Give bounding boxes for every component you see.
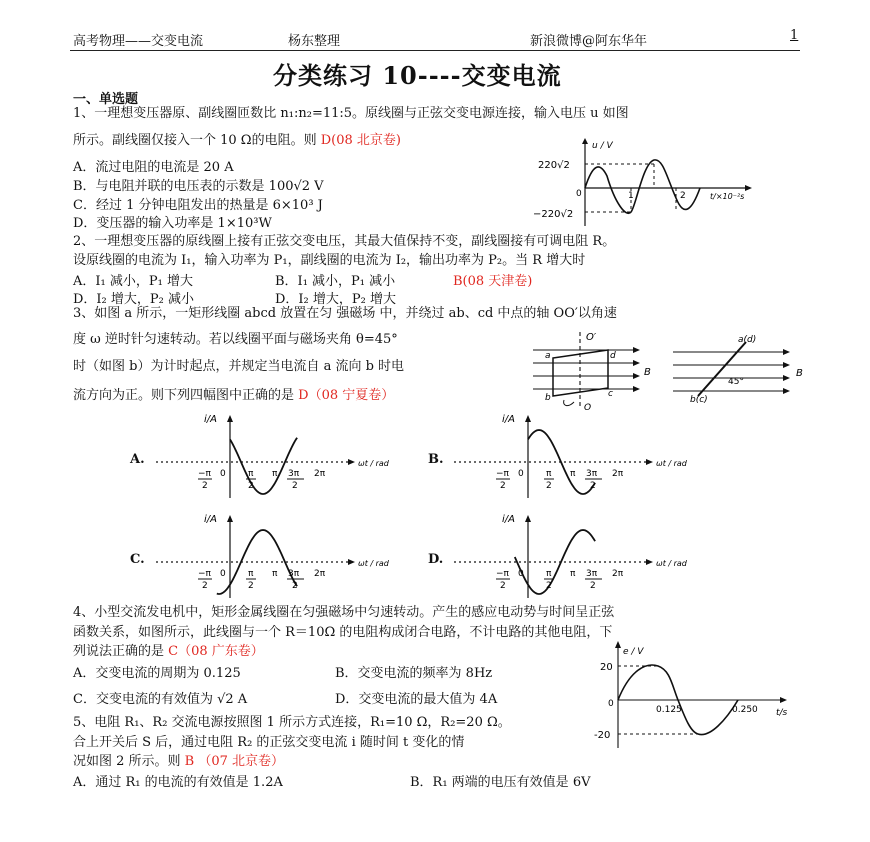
q5-option-b: B．R₁ 两端的电压有效值是 6V xyxy=(410,775,591,790)
q4-option-b: B．交变电流的频率为 8Hz xyxy=(335,666,493,681)
q3-fig-a-label-o: O xyxy=(584,403,592,413)
q1-answer: D(08 北京卷) xyxy=(320,133,401,148)
q1-graph-xlabel: t/×10⁻²s xyxy=(710,192,745,201)
q3-answer: D（08 宁夏卷） xyxy=(298,388,395,403)
q3-fig-a-label-d: d xyxy=(610,351,616,361)
q4-graph-xlabel: t/s xyxy=(776,708,788,718)
q4-graph-ymax: 20 xyxy=(600,662,613,673)
tick-neg-pi-2-num: −π xyxy=(496,469,509,479)
tick-3pi-2-den: 2 xyxy=(590,481,596,491)
tick-pi: π xyxy=(570,469,576,479)
x-axis-arrow xyxy=(348,459,355,465)
y-axis-arrow xyxy=(525,415,531,422)
q1-line2 xyxy=(73,131,401,150)
graph-xlabel: ωt / rad xyxy=(656,559,687,568)
page-number: 1 xyxy=(790,28,799,43)
q4-answer: C（08 广东卷） xyxy=(168,644,264,659)
q3-graph-c-letter: C. xyxy=(130,552,145,567)
q2-answer: B(08 天津卷) xyxy=(453,274,533,289)
tick-2pi: 2π xyxy=(612,569,624,579)
q4-graph-ymin: -20 xyxy=(594,730,611,741)
graph-xlabel: ωt / rad xyxy=(358,559,389,568)
tick-3pi-2-num: 3π xyxy=(586,569,598,579)
q4-line3-text: 列说法正确的是 xyxy=(73,644,169,659)
graph-origin: 0 xyxy=(518,469,524,479)
q3-graph-a xyxy=(148,410,388,500)
graph-origin: 0 xyxy=(220,569,226,579)
tick-2pi: 2π xyxy=(314,469,326,479)
tick-pi-2-num: π xyxy=(546,569,552,579)
q3-line4-text: 流方向为正。则下列四幅图中正确的是 xyxy=(73,388,299,403)
q4-line2: 函数关系，如图所示，此线圈与一个 R＝10Ω 的电阻构成闭合电路，不计电路的其他电阻，下 xyxy=(73,625,613,640)
q2-line2: 设原线圈的电流为 I₁，输入功率为 P₁，副线圈的电流为 I₂，输出功率为 P₂。当 R 增大时 xyxy=(73,253,586,268)
q3-line3: 时（如图 b）为计时起点，并规定当电流自 a 流向 b 时电 xyxy=(73,359,405,374)
graph-ylabel: i/A xyxy=(204,414,217,425)
tick-pi: π xyxy=(272,569,278,579)
q3-graph-c xyxy=(148,510,388,600)
y-axis-arrow xyxy=(227,515,233,522)
q1-option-c: C．经过 1 分钟电阻发出的热量是 6×10³ J xyxy=(73,198,323,213)
tick-2pi: 2π xyxy=(612,469,624,479)
q3-fig-a-label-a: a xyxy=(545,351,551,361)
q5-line3 xyxy=(73,752,284,771)
tick-neg-pi-2-den: 2 xyxy=(202,581,208,591)
tick-neg-pi-2-den: 2 xyxy=(500,481,506,491)
q1-option-b: B．与电阻并联的电压表的示数是 100√2 V xyxy=(73,179,324,194)
q3-fig-b-angle: 45° xyxy=(728,377,744,387)
q4-graph-zero: 0 xyxy=(608,699,614,709)
q4-option-d: D．交变电流的最大值为 4A xyxy=(335,692,498,707)
tick-3pi-2-num: 3π xyxy=(288,569,300,579)
q5-answer: B （07 北京卷） xyxy=(184,754,285,769)
tick-3pi-2-den: 2 xyxy=(292,581,298,591)
tick-pi-2-num: π xyxy=(248,569,254,579)
q5-option-a: A．通过 R₁ 的电流的有效值是 1.2A xyxy=(73,775,283,790)
q3-line4 xyxy=(73,386,394,405)
q2-option-a: A．I₁ 减小，P₁ 增大 xyxy=(73,274,193,289)
tick-pi-2-den: 2 xyxy=(546,481,552,491)
tick-neg-pi-2-num: −π xyxy=(496,569,509,579)
tick-pi-2-den: 2 xyxy=(248,581,254,591)
q5-line2: 合上开关后 S 后，通过电阻 R₂ 的正弦交变电流 i 随时间 t 变化的情 xyxy=(73,735,465,750)
q1-line1: 1、一理想变压器原、副线圈匝数比 n₁:n₂=11:5。原线圈与正弦交变电源连接，输入电压 u 如图 xyxy=(73,106,629,121)
graph-xlabel: ωt / rad xyxy=(358,459,389,468)
q4-option-c: C．交变电流的有效值为 √2 A xyxy=(73,692,248,707)
q1-graph-ymax: 220√2 xyxy=(538,160,570,171)
q4-line1: 4、小型交流发电机中，矩形金属线圈在匀强磁场中匀速转动。产生的感应电动势与时间呈正弦 xyxy=(73,605,615,620)
q4-graph-ylabel: e / V xyxy=(623,647,644,657)
q2-line1: 2、一理想变压器的原线圈上接有正弦交变电压，其最大值保持不变，副线圈接有可调电阻 R。 xyxy=(73,234,616,249)
q1-line2-text: 所示。副线圈仅接入一个 10 Ω的电阻。则 xyxy=(73,133,321,148)
q3-fig-a-label-b: b xyxy=(545,393,551,403)
q4-graph-t1: 0.125 xyxy=(656,705,682,715)
q5-line3-text: 况如图 2 所示。则 xyxy=(73,754,185,769)
q1-graph-ylabel: u / V xyxy=(592,141,613,151)
q4-emf-graph xyxy=(580,640,800,750)
q1-graph-ymin: −220√2 xyxy=(533,209,574,220)
x-axis-arrow xyxy=(348,559,355,565)
tick-3pi-2-den: 2 xyxy=(292,481,298,491)
tick-neg-pi-2-num: −π xyxy=(198,569,211,579)
header-weibo: 新浪微博@阿东华年 xyxy=(530,34,648,49)
current-curve xyxy=(230,438,297,494)
tick-pi: π xyxy=(570,569,576,579)
q3-fig-a-label-field: B xyxy=(644,367,651,378)
graph-ylabel: i/A xyxy=(502,414,515,425)
q1-graph-tick2: 2 xyxy=(680,191,686,201)
q1-voltage-graph xyxy=(530,138,770,228)
x-axis-arrow xyxy=(646,559,653,565)
tick-3pi-2-num: 3π xyxy=(586,469,598,479)
q1-option-a: A．流过电阻的电流是 20 A xyxy=(73,160,234,175)
q1-graph-zero: 0 xyxy=(576,189,582,199)
q5-line1: 5、电阻 R₁、R₂ 交流电源按照图 1 所示方式连接，R₁=10 Ω，R₂=20 Ω。 xyxy=(73,715,511,730)
q1-option-d: D．变压器的输入功率是 1×10³W xyxy=(73,216,272,231)
tick-pi-2-num: π xyxy=(248,469,254,479)
q4-graph-t2: 0.250 xyxy=(732,705,758,715)
header-editor: 杨东整理 xyxy=(288,34,341,49)
q3-fig-b-label-ad: a(d) xyxy=(738,335,757,345)
tick-neg-pi-2-den: 2 xyxy=(202,481,208,491)
tick-neg-pi-2-num: −π xyxy=(198,469,211,479)
q1-graph-tick1: 1 xyxy=(628,191,634,201)
x-axis-arrow xyxy=(646,459,653,465)
q3-fig-b-label-field: B xyxy=(796,368,803,379)
page-title: 分类练习 10----交变电流 xyxy=(273,61,562,90)
section-heading: 一、单选题 xyxy=(73,92,139,107)
q3-graph-b xyxy=(446,410,686,500)
tick-pi-2-num: π xyxy=(546,469,552,479)
q4-option-a: A．交变电流的周期为 0.125 xyxy=(73,666,241,681)
q4-line3 xyxy=(73,642,264,661)
header-subject: 高考物理——交变电流 xyxy=(73,34,204,49)
q2-option-c: D．I₂ 增大，P₂ 减小 xyxy=(73,292,194,307)
q2-option-b: B．I₁ 减小，P₁ 减小 xyxy=(275,274,396,289)
tick-3pi-2-num: 3π xyxy=(288,469,300,479)
q3-line1: 3、如图 a 所示，一矩形线圈 abcd 放置在匀 强磁场 中，并绕过 ab、cd 中点的轴 OO′以角速 xyxy=(73,306,617,321)
graph-xlabel: ωt / rad xyxy=(656,459,687,468)
header-rule xyxy=(70,50,800,51)
graph-ylabel: i/A xyxy=(204,514,217,525)
q3-fig-a-label-o-prime: O′ xyxy=(586,332,597,343)
q3-figure-b xyxy=(668,334,808,404)
q3-graph-d-letter: D. xyxy=(428,552,444,567)
graph-origin: 0 xyxy=(518,569,524,579)
q3-line2: 度 ω 逆时针匀速转动。若以线圈平面与磁场夹角 θ=45° xyxy=(73,332,398,347)
q3-fig-b-label-bc: b(c) xyxy=(690,395,708,405)
q3-graph-a-letter: A. xyxy=(130,452,145,467)
graph-origin: 0 xyxy=(220,469,226,479)
tick-2pi: 2π xyxy=(314,569,326,579)
q2-option-d: D．I₂ 增大，P₂ 增大 xyxy=(275,292,396,307)
tick-pi-2-den: 2 xyxy=(248,481,254,491)
q3-graph-d xyxy=(446,510,686,600)
q3-fig-a-label-c: c xyxy=(608,389,613,399)
graph-ylabel: i/A xyxy=(502,514,515,525)
y-axis-arrow xyxy=(227,415,233,422)
tick-3pi-2-den: 2 xyxy=(590,581,596,591)
q3-graph-b-letter: B. xyxy=(428,452,444,467)
q3-figure-a xyxy=(528,330,658,413)
tick-neg-pi-2-den: 2 xyxy=(500,581,506,591)
tick-pi: π xyxy=(272,469,278,479)
tick-pi-2-den: 2 xyxy=(546,581,552,591)
y-axis-arrow xyxy=(525,515,531,522)
